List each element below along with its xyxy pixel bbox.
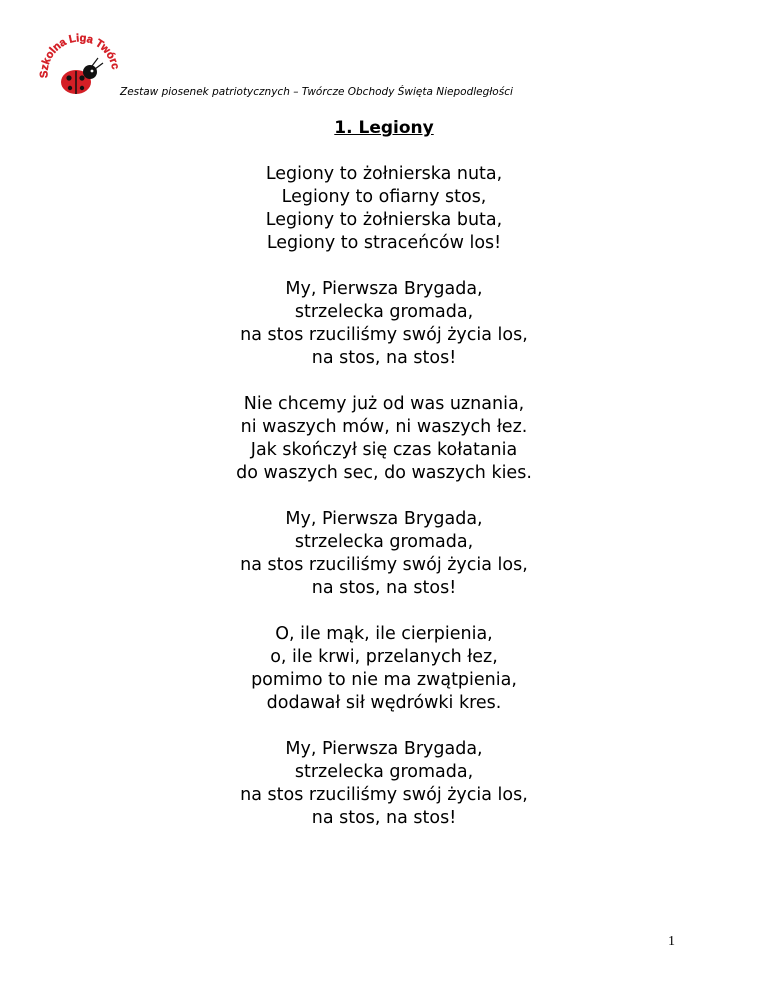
stanza [0, 508, 768, 600]
lyric-line: strzelecka gromada, [294, 762, 474, 782]
document-header: Zestaw piosenek patriotycznych – Twórcze Obchody Święta Niepodległości [120, 86, 513, 98]
lyric-line: na stos rzuciliśmy swój życia los, [240, 555, 528, 575]
logo-graphic [26, 18, 130, 102]
ladybug-icon [61, 58, 103, 94]
stanza [0, 278, 768, 370]
lyric-line: Legiony to żołnierska nuta, [265, 164, 503, 184]
logo [26, 18, 130, 102]
lyric-line: My, Pierwsza Brygada, [285, 739, 483, 759]
stanza [0, 163, 768, 255]
lyric-line: na stos, na stos! [311, 808, 457, 828]
lyric-line: Legiony to straceńców los! [266, 233, 502, 253]
lyric-line: strzelecka gromada, [294, 302, 474, 322]
lyric-line: My, Pierwsza Brygada, [285, 509, 483, 529]
lyric-line: na stos rzuciliśmy swój życia los, [240, 785, 528, 805]
lyric-line: na stos, na stos! [311, 578, 457, 598]
song-title: 1. Legiony [334, 118, 434, 138]
lyric-line: dodawał sił wędrówki kres. [266, 693, 502, 713]
stanza [0, 738, 768, 830]
lyric-line: na stos, na stos! [311, 348, 457, 368]
lyric-line: o, ile krwi, przelanych łez, [270, 647, 498, 667]
lyric-line: O, ile mąk, ile cierpienia, [275, 624, 493, 644]
stanza [0, 393, 768, 485]
lyric-line: na stos rzuciliśmy swój życia los, [240, 325, 528, 345]
lyric-line: Legiony to ofiarny stos, [281, 187, 487, 207]
lyric-line: Nie chcemy już od was uznania, [243, 394, 525, 414]
lyric-line: do waszych sec, do waszych kies. [236, 463, 532, 483]
lyric-line: Legiony to żołnierska buta, [265, 210, 503, 230]
lyric-line: strzelecka gromada, [294, 532, 474, 552]
song-lyrics [0, 163, 768, 853]
lyric-line: ni waszych mów, ni waszych łez. [240, 417, 528, 437]
page-number: 1 [668, 934, 675, 949]
lyric-line: pomimo to nie ma zwątpienia, [251, 670, 517, 690]
lyric-line: My, Pierwsza Brygada, [285, 279, 483, 299]
lyric-line: Jak skończył się czas kołatania [250, 440, 518, 460]
logo-text: Szkolna Liga Twórc [38, 32, 122, 79]
stanza [0, 623, 768, 715]
